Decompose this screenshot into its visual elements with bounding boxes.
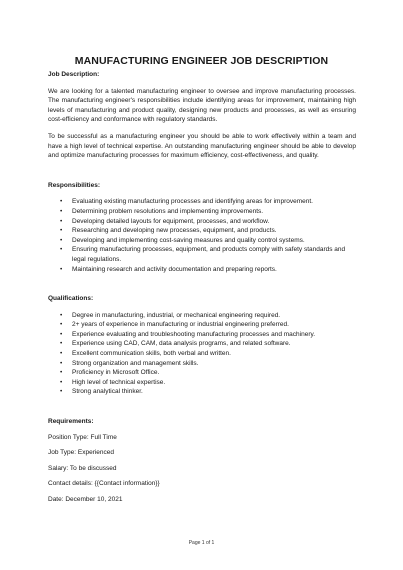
qualifications-list (48, 311, 356, 397)
qualification-item (48, 359, 356, 369)
requirements-heading: Requirements: (48, 418, 94, 426)
qualification-item (48, 378, 356, 388)
responsibility-item (48, 236, 356, 246)
responsibility-text: Ensuring manufacturing processes, equipment, and products comply with safety standards and legal regulations. (72, 246, 346, 263)
page-number-footer: Page 1 of 1 (188, 540, 215, 546)
document-title: MANUFACTURING ENGINEER JOB DESCRIPTION (74, 55, 329, 67)
bullet-icon: • (60, 217, 63, 225)
qualification-text: Excellent communication skills, both verbal and written. (72, 350, 231, 358)
requirement-job-type: Job Type: Experienced (48, 449, 115, 457)
job-description-heading: Job Description: (48, 71, 100, 78)
qualification-item (48, 311, 356, 321)
responsibility-item (48, 226, 356, 236)
bullet-icon: • (60, 311, 63, 319)
qualification-text: Experience using CAD, CAM, data analysis programs, and related software. (72, 340, 291, 348)
job-description-paragraph: To be successful as a manufacturing engineer you should be able to work effectively within a team and have a high level of technical expertise. An outstanding manufacturing engineer should be able to develop and optimize manufacturing processes for maximum efficiency, cost-effectiveness, and quality. (48, 132, 356, 160)
responsibility-item (48, 217, 356, 227)
qualification-text: Strong organization and management skills. (72, 359, 199, 367)
bullet-icon: • (60, 388, 63, 396)
responsibilities-heading: Responsibilities: (48, 181, 101, 189)
bullet-icon: • (60, 359, 63, 367)
bullet-icon: • (60, 378, 63, 386)
responsibility-item (48, 207, 356, 217)
bullet-icon: • (60, 350, 63, 358)
bullet-icon: • (60, 236, 63, 244)
responsibility-text: Maintaining research and activity documentation and preparing reports. (72, 265, 277, 273)
responsibility-text: Determining problem resolutions and implementing improvements. (72, 207, 264, 215)
responsibility-item (48, 197, 356, 207)
qualification-item (48, 349, 356, 359)
qualification-item (48, 330, 356, 340)
qualification-text: Experience evaluating and troubleshooting manufacturing processes and machinery. (72, 330, 316, 338)
job-description-paragraph: We are looking for a talented manufacturing engineer to oversee and improve manufacturing processes. The manufacturing engineer's responsibilities include identifying areas for improvement, maintaining high levels of manufacturing and product quality, designing new products and processes, as well as ensuring cost-efficiency and conformance with regulatory standards. (48, 87, 356, 124)
requirement-position-type: Position Type: Full Time (48, 433, 117, 441)
bullet-icon: • (60, 227, 63, 235)
qualifications-heading: Qualifications: (48, 295, 94, 303)
qualification-text: High level of technical expertise. (72, 378, 166, 386)
qualification-text: 2+ years of experience in manufacturing or industrial engineering preferred. (72, 321, 289, 329)
responsibility-item (48, 265, 356, 275)
bullet-icon: • (60, 330, 63, 338)
bullet-icon: • (60, 207, 63, 215)
responsibility-text: Evaluating existing manufacturing processes and identifying areas for improvement. (72, 198, 313, 206)
requirement-contact-details: Contact details: {{Contact information}} (48, 480, 160, 488)
qualification-item (48, 339, 356, 349)
qualification-text: Strong analytical thinker. (72, 388, 143, 396)
responsibility-text: Developing and implementing cost-saving measures and quality control systems. (72, 236, 305, 244)
requirement-date: Date: December 10, 2021 (48, 496, 123, 503)
qualification-item (48, 320, 356, 330)
qualification-item (48, 387, 356, 397)
qualification-text: Degree in manufacturing, industrial, or mechanical engineering required. (72, 311, 281, 319)
qualification-text: Proficiency in Microsoft Office. (72, 369, 160, 377)
bullet-icon: • (60, 265, 63, 273)
bullet-icon: • (60, 321, 63, 329)
bullet-icon: • (60, 198, 63, 206)
requirement-salary: Salary: To be discussed (48, 464, 117, 472)
bullet-icon: • (60, 246, 63, 254)
responsibility-text: Researching and developing new processes, equipment, and products. (72, 227, 277, 235)
bullet-icon: • (60, 340, 63, 348)
responsibility-text: Developing detailed layouts for equipment, processes, and workflow. (72, 217, 270, 225)
responsibilities-list (48, 197, 356, 274)
bullet-icon: • (60, 369, 63, 377)
qualification-item (48, 368, 356, 378)
responsibility-item (48, 245, 356, 264)
document-body (48, 70, 356, 505)
